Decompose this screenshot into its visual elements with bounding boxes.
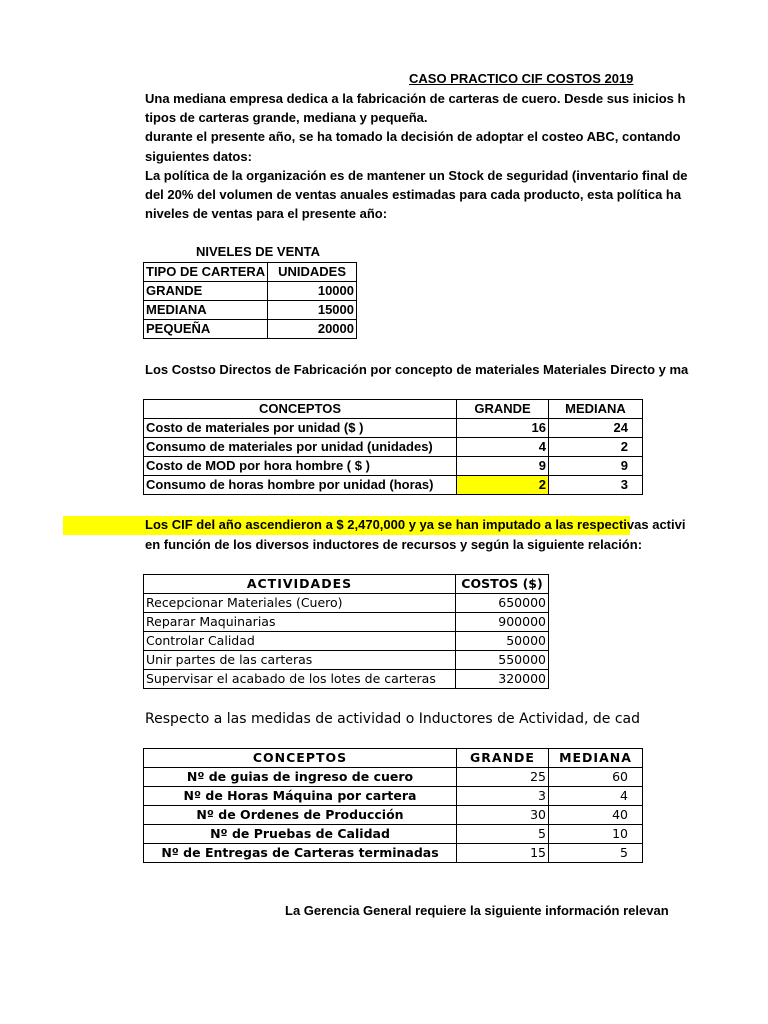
- table-row: [144, 825, 643, 844]
- ind-cell: Nº de Entregas de Carteras terminadas: [144, 844, 457, 863]
- intro-line-5: La política de la organización es de mantener un Stock de seguridad (inventario final de: [145, 168, 688, 183]
- cd-cell: Costo de materiales por unidad ($ ): [144, 419, 457, 438]
- table-row: [144, 670, 549, 689]
- ind-cell: 60: [549, 768, 643, 787]
- ventas-caption: NIVELES DE VENTA: [196, 244, 321, 259]
- ind-cell: 10: [549, 825, 643, 844]
- ind-header-mediana: MEDIANA: [549, 749, 643, 768]
- act-header-costos: COSTOS ($): [456, 575, 549, 594]
- cif-line-1: Los CIF del año ascendieron a $ 2,470,000 y ya se han imputado a las respectivas activi: [145, 517, 686, 532]
- ind-cell: 3: [457, 787, 549, 806]
- cd-cell: 4: [457, 438, 549, 457]
- inductores-table: [143, 748, 643, 863]
- costos-directos-table: [143, 399, 643, 495]
- cd-cell: 9: [457, 457, 549, 476]
- act-cell: 650000: [456, 594, 549, 613]
- act-cell: Controlar Calidad: [144, 632, 456, 651]
- cd-cell: Consumo de horas hombre por unidad (horas): [144, 476, 457, 495]
- cd-header-grande: GRANDE: [457, 400, 549, 419]
- act-header-actividades: ACTIVIDADES: [144, 575, 456, 594]
- cd-cell: 3: [549, 476, 643, 495]
- ventas-cell: 20000: [268, 320, 357, 339]
- act-cell: Recepcionar Materiales (Cuero): [144, 594, 456, 613]
- ventas-header-tipo: TIPO DE CARTERA: [144, 263, 268, 282]
- ind-cell: 5: [549, 844, 643, 863]
- table-row: [144, 419, 643, 438]
- ventas-header-unidades: UNIDADES: [268, 263, 357, 282]
- table-row: [144, 651, 549, 670]
- intro-line-4: siguientes datos:: [145, 149, 252, 164]
- ventas-cell: PEQUEÑA: [144, 320, 268, 339]
- cd-header-mediana: MEDIANA: [549, 400, 643, 419]
- ind-cell: Nº de Pruebas de Calidad: [144, 825, 457, 844]
- ind-cell: Nº de Horas Máquina por cartera: [144, 787, 457, 806]
- intro-line-2: tipos de carteras grande, mediana y pequeña.: [145, 110, 428, 125]
- table-row: [144, 632, 549, 651]
- cd-cell: 24: [549, 419, 643, 438]
- inductores-text: Respecto a las medidas de actividad o Inductores de Actividad, de cad: [145, 711, 641, 727]
- costos-directos-text: Los Costso Directos de Fabricación por concepto de materiales Materiales Directo y ma: [145, 362, 689, 377]
- ind-cell: Nº de Ordenes de Producción: [144, 806, 457, 825]
- act-cell: 320000: [456, 670, 549, 689]
- ventas-cell: 15000: [268, 301, 357, 320]
- act-cell: Supervisar el acabado de los lotes de carteras: [144, 670, 456, 689]
- cd-cell: 16: [457, 419, 549, 438]
- table-row: [144, 320, 357, 339]
- ind-header-conceptos: CONCEPTOS: [144, 749, 457, 768]
- intro-line-6: del 20% del volumen de ventas anuales estimadas para cada producto, esta política ha: [145, 187, 682, 202]
- table-row: [144, 282, 357, 301]
- table-row: [144, 457, 643, 476]
- table-row: [144, 806, 643, 825]
- table-row: [144, 613, 549, 632]
- document-title: CASO PRACTICO CIF COSTOS 2019: [409, 71, 634, 86]
- ind-cell: Nº de guias de ingreso de cuero: [144, 768, 457, 787]
- table-row: [144, 844, 643, 863]
- table-row: [144, 476, 643, 495]
- act-cell: 900000: [456, 613, 549, 632]
- table-row: [144, 768, 643, 787]
- table-row: [144, 438, 643, 457]
- gerencia-text: La Gerencia General requiere la siguiente información relevan: [285, 903, 669, 918]
- table-row: [144, 787, 643, 806]
- act-cell: 50000: [456, 632, 549, 651]
- ind-cell: 40: [549, 806, 643, 825]
- act-cell: 550000: [456, 651, 549, 670]
- ventas-cell: MEDIANA: [144, 301, 268, 320]
- intro-line-7: niveles de ventas para el presente año:: [145, 206, 388, 221]
- ventas-table: [143, 262, 357, 339]
- cd-cell: 9: [549, 457, 643, 476]
- ind-cell: 5: [457, 825, 549, 844]
- act-cell: Reparar Maquinarias: [144, 613, 456, 632]
- table-row: [144, 301, 357, 320]
- act-cell: Unir partes de las carteras: [144, 651, 456, 670]
- ind-cell: 25: [457, 768, 549, 787]
- cd-highlighted-cell: 2: [457, 476, 549, 495]
- intro-line-1: Una mediana empresa dedica a la fabricación de carteras de cuero. Desde sus inicios h: [145, 91, 686, 106]
- table-row: [144, 594, 549, 613]
- cif-line-2: en función de los diversos inductores de recursos y según la siguiente relación:: [145, 537, 643, 552]
- ind-cell: 4: [549, 787, 643, 806]
- cd-cell: Consumo de materiales por unidad (unidades): [144, 438, 457, 457]
- actividades-table: [143, 574, 549, 689]
- cd-header-conceptos: CONCEPTOS: [144, 400, 457, 419]
- intro-line-3: durante el presente año, se ha tomado la decisión de adoptar el costeo ABC, contando: [145, 129, 681, 144]
- ind-cell: 15: [457, 844, 549, 863]
- ventas-cell: 10000: [268, 282, 357, 301]
- cd-cell: Costo de MOD por hora hombre ( $ ): [144, 457, 457, 476]
- ventas-cell: GRANDE: [144, 282, 268, 301]
- ind-cell: 30: [457, 806, 549, 825]
- cd-cell: 2: [549, 438, 643, 457]
- ind-header-grande: GRANDE: [457, 749, 549, 768]
